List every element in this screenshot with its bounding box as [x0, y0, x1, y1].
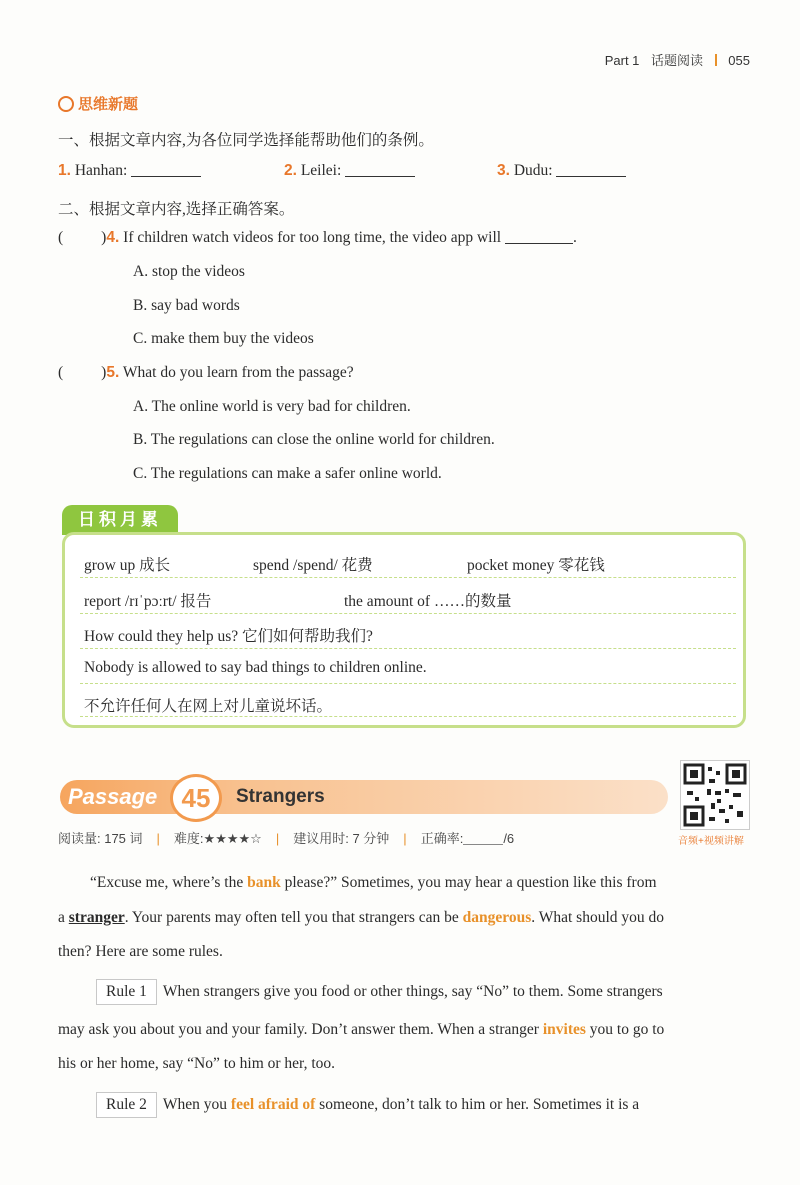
rule-1-line-1: Rule 1 When strangers give you food or other things, say “No” to them. Some strangers [96, 975, 756, 1009]
q5-option-c[interactable]: C. The regulations can make a safer online world. [133, 465, 442, 482]
keyword-bank: bank [247, 874, 281, 891]
divider [80, 716, 736, 717]
part1-item-2: 2. Leilei: [284, 162, 415, 180]
passage-word: Passage [68, 784, 158, 809]
rule-1-line-3: his or her home, say “No” to him or her, too. [58, 1055, 336, 1072]
passage-paragraph-1-line-3: then? Here are some rules. [58, 943, 223, 960]
part1-instruction: 一、根据文章内容,为各位同学选择能帮助他们的条例。 [58, 132, 434, 149]
part1-item-1: 1. Hanhan: [58, 162, 201, 180]
qr-code-icon[interactable] [680, 760, 750, 830]
keyword-stranger: stranger [68, 909, 125, 926]
divider [80, 613, 736, 614]
part2-instruction: 二、根据文章内容,选择正确答案。 [58, 201, 295, 218]
qr-label: 音频+视频讲解 [678, 836, 744, 847]
rule-2-line-1: Rule 2 When you feel afraid of someone, don’t talk to him or her. Sometimes it is a [96, 1088, 756, 1122]
difficulty-stars: ★★★★☆ [203, 831, 262, 846]
keyword-invites: invites [542, 1021, 586, 1038]
vocab-row-1-c: pocket money 零花钱 [467, 557, 605, 574]
meta-divider: | [275, 831, 280, 846]
answer-blank-2[interactable] [345, 162, 415, 177]
keyword-feel-afraid-of: feel afraid of [230, 1096, 316, 1113]
page-header [605, 50, 750, 69]
header-part: Part 1 [604, 53, 640, 68]
header-section: 话题阅读 [651, 53, 704, 68]
thinking-icon [58, 96, 74, 112]
page-number: 055 [728, 53, 750, 68]
q4-option-b[interactable]: B. say bad words [133, 297, 240, 314]
vocab-row-5: 不允许任何人在网上对儿童说坏话。 [84, 698, 333, 715]
passage-meta: 阅读量: 175 词 | 难度:★★★★☆ | 建议用时: 7 分钟 | 正确率: /6 [58, 831, 515, 846]
answer-blank-1[interactable] [131, 162, 201, 177]
accuracy-blank[interactable] [463, 832, 503, 845]
keyword-dangerous: dangerous [462, 909, 532, 926]
vocab-row-2: report /rɪˈpɔːrt/ 报告 [84, 593, 212, 610]
q5-option-a[interactable]: A. The online world is very bad for children. [133, 398, 411, 415]
q4-option-c[interactable]: C. make them buy the videos [133, 330, 314, 347]
passage-title: Strangers [236, 786, 325, 807]
question-4: ( )4. If children watch videos for too long time, the video app will . [58, 229, 577, 246]
meta-divider: | [156, 831, 160, 846]
section-title [58, 93, 138, 114]
rule-2-label: Rule 2 [96, 1092, 157, 1118]
q5-option-b[interactable]: B. The regulations can close the online world for children. [133, 431, 495, 448]
answer-blank-3[interactable] [556, 162, 626, 177]
divider [80, 648, 736, 649]
q4-option-a[interactable]: A. stop the videos [133, 263, 245, 280]
section-title-text: 思维新题 [78, 96, 139, 113]
passage-number: 45 [170, 774, 222, 822]
passage-paragraph-1-line-2: a stranger. Your parents may often tell you that strangers can be dangerous. What should you do [58, 909, 664, 926]
vocab-row-1: grow up 成长 [84, 557, 171, 574]
rule-1-line-2: may ask you about you and your family. Don’t answer them. When a stranger invites you to go to [58, 1021, 665, 1038]
vocab-row-3: How could they help us? 它们如何帮助我们? [84, 628, 373, 645]
rule-1-label: Rule 1 [96, 979, 157, 1005]
vocab-row-4: Nobody is allowed to say bad things to children online. [84, 659, 427, 676]
passage-paragraph-1: “Excuse me, where’s the bank please?” Sometimes, you may hear a question like this from [90, 874, 657, 891]
vocab-row-2-b: the amount of ……的数量 [344, 593, 512, 610]
part1-item-3: 3. Dudu: [497, 162, 626, 180]
meta-divider: | [403, 831, 407, 846]
divider [80, 577, 736, 578]
question-5: ( )5. What do you learn from the passage? [58, 364, 354, 381]
header-divider [715, 54, 717, 66]
vocab-row-1-b: spend /spend/ 花费 [253, 557, 373, 574]
vocab-tab: 日积月累 [62, 505, 178, 535]
answer-blank-q4[interactable] [505, 229, 573, 244]
divider [80, 683, 736, 684]
